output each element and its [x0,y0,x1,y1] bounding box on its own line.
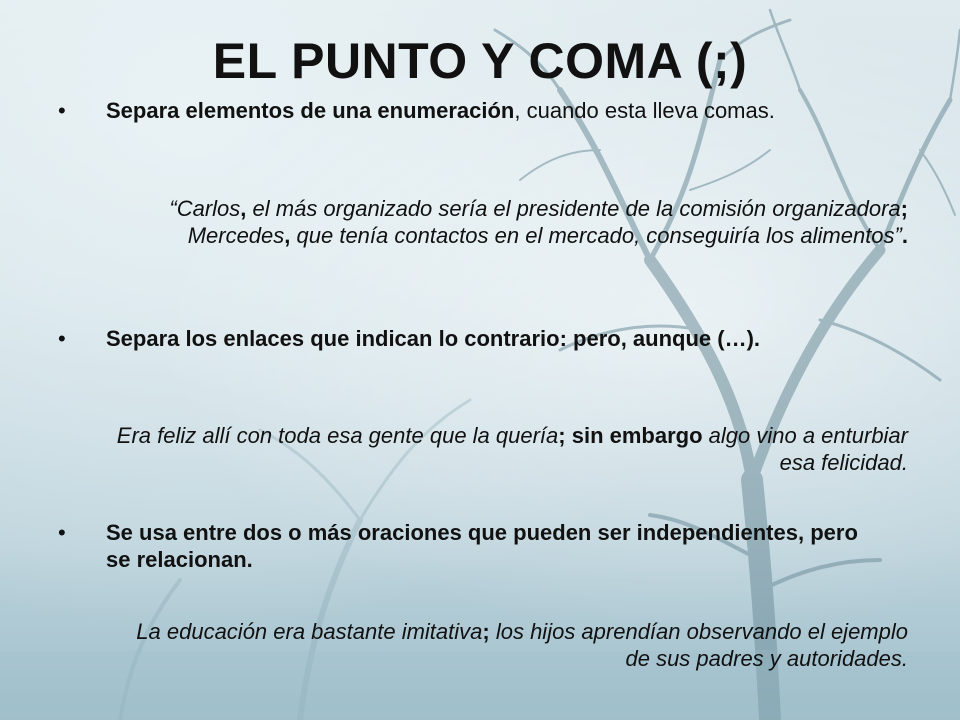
bullet-dot: • [58,98,66,123]
bullet-text [106,519,876,573]
example-punctuation: , [284,223,291,248]
example-punctuation: ; [482,619,490,644]
bullet-bold-text: Separa los enlaces que indican lo contrario: pero, aunque (…). [106,326,761,351]
bullet-bold-text: Separa elementos de una enumeración [106,98,515,123]
example-enlaces [108,422,908,476]
example-text: Mercedes [187,223,285,248]
example-text: algo vino a enturbiar esa felicidad. [702,423,908,475]
example-punctuation: ; [900,196,908,221]
example-text: Era feliz allí con toda esa gente que la quería [116,423,559,448]
example-enumeracion [118,195,908,249]
slide-title: EL PUNTO Y COMA (;) [212,33,748,89]
example-text: La educación era bastante imitativa [136,619,483,644]
bullet-text [106,97,876,124]
bullet-bold-text: Se usa entre dos o más oraciones que pueden ser independientes, pero se relacionan. [106,520,858,572]
example-text: el más organizado sería el presidente de la comisión organizadora [246,196,901,221]
bullet-dot: • [58,326,66,351]
example-connector: ; sin embargo [558,423,703,448]
example-text: “Carlos [169,196,241,221]
example-text: los hijos aprendían observando el ejemplo de sus padres y autoridades. [489,619,908,671]
example-text: que tenía contactos en el mercado, conseguiría los alimentos” [290,223,902,248]
bullet-dot: • [58,520,66,545]
bullet-rest-text: , cuando esta lleva comas. [514,98,775,123]
example-oraciones [108,618,908,672]
example-punctuation: . [901,223,908,248]
example-punctuation: , [240,196,247,221]
bullet-text [106,325,876,352]
